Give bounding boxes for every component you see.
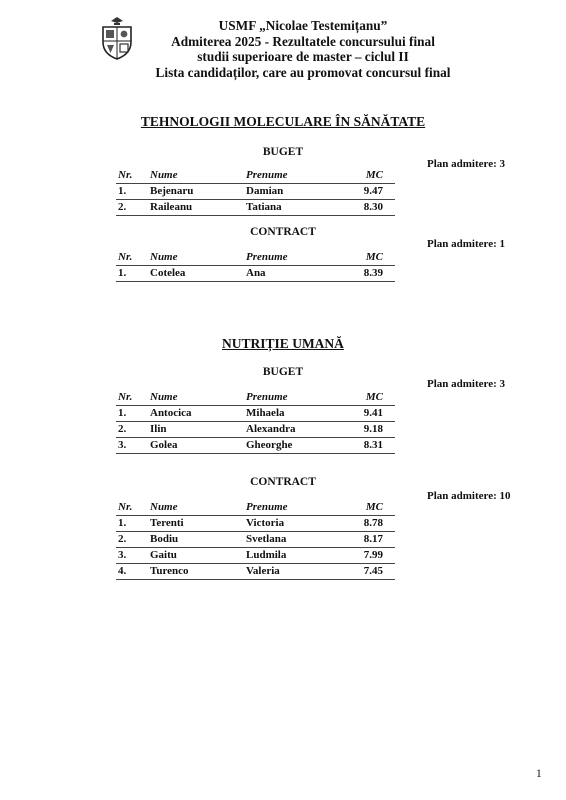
results-table [116,168,395,216]
cell-nr: 4. [118,565,127,577]
cell-prenume: Mihaela [246,407,285,419]
document-header [140,18,466,80]
cell-mc: 9.41 [363,407,383,419]
cell-mc: 8.31 [363,439,383,451]
header-title: Admiterea 2025 - Rezultatele concursului final [171,33,435,49]
cell-nr: 1. [118,407,127,419]
cell-nume: Terenti [150,517,184,529]
table-row [116,200,395,216]
cell-mc: 7.45 [363,565,383,577]
column-header-prenume: Prenume [246,501,288,513]
cell-mc: 8.39 [363,267,383,279]
table-row [116,422,395,438]
table-header-row [116,250,395,266]
program-title-nutritie: NUTRIȚIE UMANĂ [222,336,344,351]
cell-nr: 1. [118,267,127,279]
column-header-prenume: Prenume [246,251,288,263]
column-header-mc: MC [365,169,383,181]
cell-nume: Ilin [150,423,167,435]
plan-admitere: Plan admitere: 3 [427,158,506,170]
cell-nume: Gaitu [150,549,177,561]
cell-prenume: Alexandra [246,423,296,435]
section-label-buget: BUGET [262,366,304,378]
cell-prenume: Damian [246,185,284,197]
cell-nume: Antocica [150,407,192,419]
cell-nr: 3. [118,439,127,451]
header-subtitle: studii superioare de master – ciclul II [197,49,409,64]
cell-nr: 2. [118,423,127,435]
university-crest-icon [100,14,134,60]
cell-nr: 3. [118,549,127,561]
cell-prenume: Victoria [246,517,285,529]
table-header-row [116,390,395,406]
cell-prenume: Valeria [246,565,280,577]
cell-nume: Bejenaru [150,185,194,197]
column-header-mc: MC [365,501,383,513]
column-header-mc: MC [365,251,383,263]
cell-nume: Golea [150,439,178,451]
section-label-buget: BUGET [262,146,304,158]
table-row [116,532,395,548]
column-header-mc: MC [365,391,383,403]
cell-prenume: Gheorghe [246,439,293,451]
column-header-prenume: Prenume [246,169,288,181]
column-header-prenume: Prenume [246,391,288,403]
table-row [116,438,395,454]
table-row [116,266,395,282]
cell-prenume: Svetlana [246,533,287,545]
column-header-nume: Nume [150,391,178,403]
results-table [116,390,395,454]
cell-mc: 8.30 [363,201,383,213]
table-header-row [116,168,395,184]
cell-nr: 2. [118,533,127,545]
table-row [116,548,395,564]
cell-nr: 1. [118,185,127,197]
section-label-contract: CONTRACT [250,476,316,488]
column-header-nume: Nume [150,251,178,263]
column-header-nr: Nr. [118,169,133,181]
plan-admitere: Plan admitere: 3 [427,378,506,390]
plan-admitere: Plan admitere: 1 [427,238,506,250]
cell-prenume: Ludmila [246,549,287,561]
results-table [116,250,395,282]
cell-prenume: Ana [246,267,266,279]
page-number: 1 [536,768,542,780]
cell-nume: Cotelea [150,267,186,279]
cell-mc: 9.18 [363,423,383,435]
cell-mc: 9.47 [363,185,383,197]
table-row [116,564,395,580]
cell-mc: 7.99 [363,549,383,561]
results-table [116,500,395,580]
cell-mc: 8.78 [363,517,383,529]
header-list-title: Lista candidaților, care au promovat concursul final [155,64,451,80]
column-header-nume: Nume [150,169,178,181]
cell-mc: 8.17 [363,533,383,545]
table-header-row [116,500,395,516]
cell-nume: Turenco [150,565,189,577]
program-title-tehnologii: TEHNOLOGII MOLECULARE ÎN SĂNĂTATE [140,114,426,129]
table-row [116,406,395,422]
cell-nume: Bodiu [150,533,179,545]
header-institution: USMF „Nicolae Testemițanu” [218,18,388,33]
column-header-nr: Nr. [118,251,133,263]
cell-nume: Raileanu [150,201,193,213]
cell-nr: 1. [118,517,127,529]
column-header-nume: Nume [150,501,178,513]
plan-admitere: Plan admitere: 10 [427,490,511,502]
column-header-nr: Nr. [118,391,133,403]
table-row [116,516,395,532]
table-row [116,184,395,200]
section-label-contract: CONTRACT [250,226,316,238]
cell-prenume: Tatiana [246,201,282,213]
cell-nr: 2. [118,201,127,213]
column-header-nr: Nr. [118,501,133,513]
